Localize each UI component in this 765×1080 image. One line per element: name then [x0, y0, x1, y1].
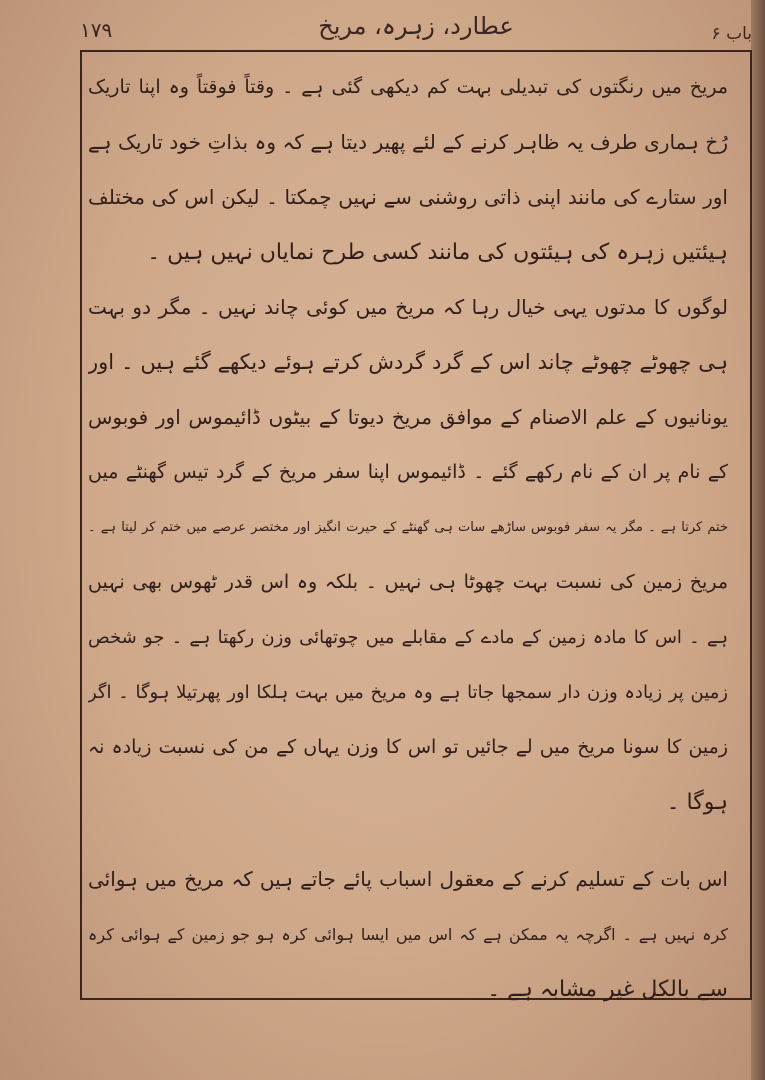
text-line: زمین کا سونا مریخ میں لے جائیں تو اس کا وزن یہاں کے من کی نسبت زیادہ نہ — [88, 736, 728, 758]
text-line: ہے ۔ اس کا مادہ زمین کے مادے کے مقابلے میں چوتھائی وزن رکھتا ہے ۔ جو شخص — [88, 627, 728, 648]
body-text — [88, 60, 728, 1017]
paragraph-chand — [88, 280, 728, 830]
text-line: سے بالکل غیر مشابہ ہے ۔ — [487, 977, 728, 1002]
text-line: ہوگا ۔ — [666, 790, 728, 815]
page-number: ۱۷۹ — [80, 18, 113, 42]
text-line: رُخ ہماری طرف یہ ظاہر کرنے کے لئے پھیر دیتا ہے کہ وہ بذاتِ خود تاریک ہے — [88, 130, 728, 154]
text-line: ختم کرتا ہے ۔ مگر یہ سفر فوبوس ساڑھے سات ہی گھنٹے کے حیرت انگیز اور مختصر عرصے میں ختم کر لیتا ہے ۔ — [88, 520, 728, 535]
text-line: کے نام پر ان کے نام رکھے گئے ۔ ڈائیموس اپنا سفر مریخ کے گرد تیس گھنٹے میں — [88, 461, 728, 483]
text-line: زمین پر زیادہ وزن دار سمجھا جاتا ہے وہ مریخ میں بہت ہلکا اور پھرتیلا ہوگا ۔ اگر — [88, 682, 728, 703]
text-line: اور ستارے کی مانند اپنی ذاتی روشنی سے نہیں چمکتا ۔ لیکن اس کی مختلف — [88, 185, 728, 209]
text-line: یونانیوں کے علم الاصنام کے موافق مریخ دیوتا کے بیٹوں ڈائیموس اور فوبوس — [88, 405, 728, 429]
paragraph-hawai-kurra — [88, 852, 728, 1017]
text-line: لوگوں کا مدتوں یہی خیال رہا کہ مریخ میں کوئی چاند نہیں ۔ مگر دو بہت — [88, 295, 728, 319]
text-line: اس بات کے تسلیم کرنے کے معقول اسباب پائے جاتے ہیں کہ مریخ میں ہوائی — [88, 867, 728, 891]
running-title: عطارد، زہرہ، مریخ — [318, 12, 514, 40]
paragraph-rangtein — [88, 60, 728, 280]
text-line: ہی چھوٹے چھوٹے چاند اس کے گرد گردش کرتے ہوئے دیکھے گئے ہیں ۔ اور — [88, 350, 728, 374]
paragraph-gap — [88, 830, 728, 852]
text-line: کرہ نہیں ہے ۔ اگرچہ یہ ممکن ہے کہ اس میں ایسا ہوائی کرہ ہو جو زمین کے ہوائی کرہ — [88, 925, 728, 944]
text-line: ہیئتیں زہرہ کی ہیئتوں کی مانند کسی طرح نمایاں نہیں ہیں ۔ — [147, 240, 728, 265]
page-header — [80, 8, 752, 48]
chapter-label: باب ۶ — [711, 24, 752, 44]
text-line: مریخ میں رنگتوں کی تبدیلی بہت کم دیکھی گئی ہے ۔ وقتاً فوقتاً وہ اپنا تاریک — [88, 76, 728, 98]
text-line: مریخ زمین کی نسبت بہت چھوٹا ہی نہیں ۔ بلکہ وہ اس قدر ٹھوس بھی نہیں — [88, 571, 728, 593]
page-edge-shadow — [751, 0, 765, 1080]
